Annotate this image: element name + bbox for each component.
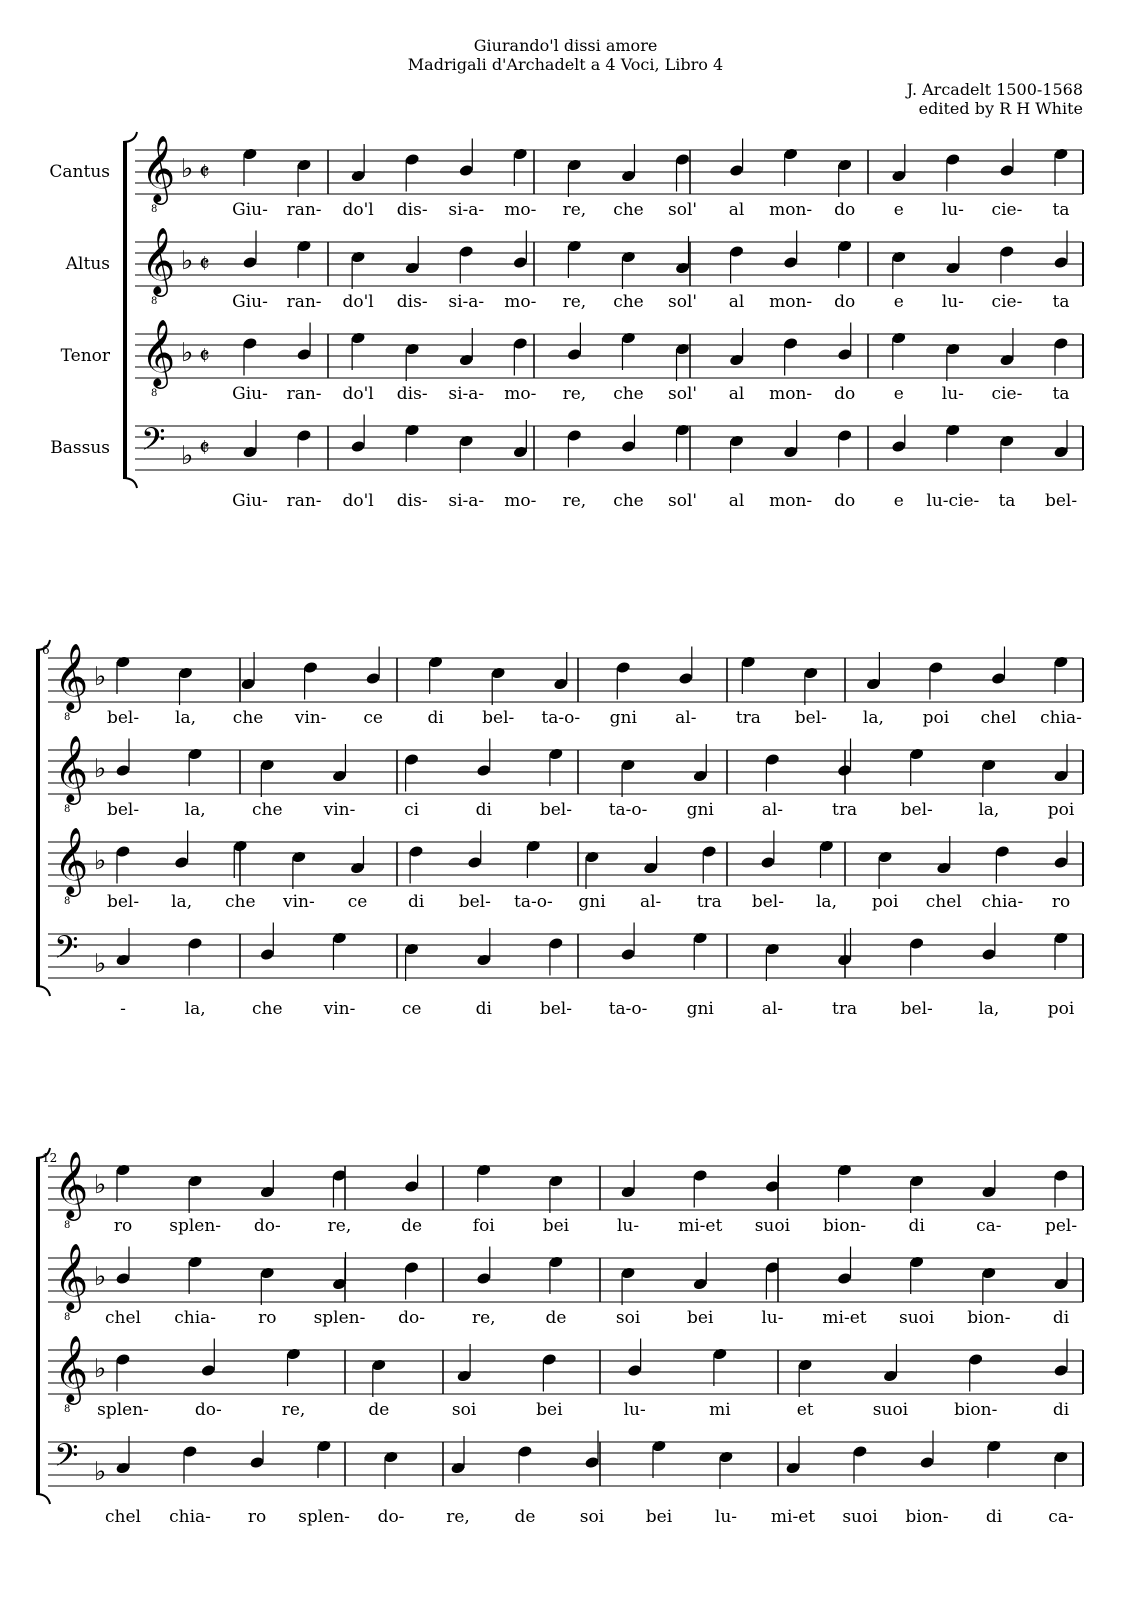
lyric-syllable: bei bbox=[542, 1216, 570, 1236]
lyric-syllable: ci bbox=[404, 800, 420, 820]
lyric-syllable: suoi bbox=[872, 1400, 909, 1420]
lyric-syllable: e bbox=[893, 384, 904, 404]
lyric-syllable: mi-et bbox=[678, 1216, 723, 1236]
measure-number: 12 bbox=[42, 1151, 58, 1165]
lyric-syllable: ca- bbox=[1048, 1507, 1074, 1527]
lyric-syllable: lu- bbox=[714, 1507, 738, 1527]
lyric-syllable: la, bbox=[184, 999, 206, 1019]
lyrics-bassus bbox=[232, 491, 1077, 511]
octave-mark: 8 bbox=[151, 388, 158, 399]
cut-time-icon: 𝄵 bbox=[199, 342, 210, 370]
flat-icon: ♭ bbox=[94, 1457, 107, 1487]
lyric-syllable: che bbox=[613, 292, 644, 312]
lyric-syllable: bel- bbox=[794, 708, 827, 728]
lyric-syllable: mon- bbox=[769, 200, 813, 220]
lyric-syllable: pel- bbox=[1044, 1216, 1078, 1236]
lyric-syllable: bel- bbox=[482, 708, 515, 728]
system-3 bbox=[36, 1148, 1083, 1527]
lyric-syllable: bel- bbox=[751, 892, 784, 912]
lyric-syllable: di bbox=[908, 1216, 925, 1236]
lyric-syllable: bel- bbox=[106, 892, 140, 912]
lyric-syllable: che bbox=[252, 999, 283, 1019]
lyric-syllable: - bbox=[120, 999, 126, 1019]
lyric-syllable: dis- bbox=[396, 200, 428, 220]
treble-clef-icon: 𝄞 bbox=[54, 1242, 89, 1310]
lyric-syllable: de bbox=[545, 1308, 567, 1328]
treble-clef-icon: 𝄞 bbox=[141, 318, 176, 386]
lyric-syllable: che bbox=[613, 491, 644, 511]
lyric-syllable: si-a- bbox=[448, 292, 485, 312]
lyric-syllable: vin- bbox=[323, 999, 356, 1019]
lyric-syllable: vin- bbox=[323, 800, 356, 820]
lyric-syllable: mo- bbox=[504, 292, 537, 312]
lyric-syllable: de bbox=[368, 1400, 390, 1420]
lyric-syllable: mon- bbox=[769, 491, 813, 511]
lyric-syllable: do'l bbox=[342, 200, 374, 220]
lyric-syllable: dis- bbox=[396, 491, 428, 511]
lyric-syllable: dis- bbox=[396, 292, 428, 312]
collection-subtitle: Madrigali d'Archadelt a 4 Voci, Libro 4 bbox=[407, 55, 724, 74]
lyric-syllable: chia- bbox=[1040, 708, 1082, 728]
lyric-syllable: gni bbox=[578, 892, 606, 912]
octave-mark: 8 bbox=[151, 204, 158, 215]
lyric-syllable: do bbox=[834, 292, 856, 312]
lyric-syllable: mi-et bbox=[770, 1507, 816, 1527]
lyric-syllable: Giu- bbox=[232, 491, 268, 511]
lyric-syllable: gni bbox=[686, 999, 714, 1019]
lyric-syllable: mon- bbox=[769, 384, 813, 404]
lyric-syllable: bel- bbox=[900, 999, 933, 1019]
flat-icon: ♭ bbox=[94, 949, 107, 979]
lyric-syllable: soi bbox=[579, 1507, 605, 1527]
lyric-syllable: ta bbox=[1052, 384, 1070, 404]
lyric-syllable: do'l bbox=[342, 491, 374, 511]
lyric-syllable: do bbox=[834, 384, 856, 404]
lyric-syllable: ta bbox=[998, 491, 1016, 511]
lyric-syllable: poi bbox=[1047, 999, 1075, 1019]
lyric-syllable: do- bbox=[194, 1400, 222, 1420]
lyric-syllable: do bbox=[834, 491, 856, 511]
lyric-syllable: chel bbox=[105, 1507, 141, 1527]
lyric-syllable: mi bbox=[709, 1400, 731, 1420]
staff-cantus bbox=[48, 1150, 1083, 1236]
lyric-syllable: re, bbox=[562, 384, 587, 404]
staff-bassus bbox=[50, 415, 1083, 512]
staff-altus bbox=[48, 734, 1083, 820]
lyrics-altus bbox=[107, 800, 1075, 820]
lyrics-bassus bbox=[120, 999, 1075, 1019]
lyric-syllable: ro bbox=[258, 1308, 277, 1328]
lyric-syllable: al- bbox=[639, 892, 662, 912]
lyric-syllable: mo- bbox=[504, 200, 537, 220]
lyric-syllable: suoi bbox=[842, 1507, 878, 1527]
lyric-syllable: ta-o- bbox=[608, 800, 648, 820]
staff-altus bbox=[48, 1242, 1083, 1328]
lyric-syllable: re, bbox=[471, 1308, 496, 1328]
measure-number: 6 bbox=[42, 643, 50, 657]
lyric-syllable: di bbox=[475, 800, 492, 820]
lyric-syllable: bei bbox=[645, 1507, 673, 1527]
bracket-bottom bbox=[36, 1494, 50, 1504]
lyric-syllable: tra bbox=[831, 999, 858, 1019]
instrument-name: Bassus bbox=[50, 438, 110, 458]
lyrics-tenor bbox=[97, 1400, 1070, 1420]
flat-icon: ♭ bbox=[181, 338, 194, 368]
composer-credit: J. Arcadelt 1500-1568 bbox=[906, 80, 1083, 99]
staff-tenor bbox=[48, 1334, 1083, 1420]
treble-clef-icon: 𝄞 bbox=[141, 134, 176, 202]
lyric-syllable: re, bbox=[562, 200, 587, 220]
lyric-syllable: ran- bbox=[286, 491, 322, 511]
lyric-syllable: si-a- bbox=[448, 200, 485, 220]
lyric-syllable: ce bbox=[401, 999, 422, 1019]
lyric-syllable: ro bbox=[113, 1216, 133, 1236]
lyric-syllable: al bbox=[728, 292, 745, 312]
lyric-syllable: do'l bbox=[342, 292, 374, 312]
bass-clef-icon: 𝄢 bbox=[141, 421, 166, 465]
lyric-syllable: di bbox=[475, 999, 492, 1019]
lyric-syllable: tra bbox=[696, 892, 722, 912]
lyric-syllable: splen- bbox=[298, 1507, 350, 1527]
system-2 bbox=[36, 640, 1083, 1019]
lyric-syllable: do- bbox=[253, 1216, 281, 1236]
lyric-syllable: gni bbox=[686, 800, 714, 820]
flat-icon: ♭ bbox=[181, 246, 194, 276]
lyric-syllable: e bbox=[893, 200, 904, 220]
system-1 bbox=[49, 132, 1083, 511]
octave-mark: 8 bbox=[64, 804, 71, 815]
bass-clef-icon: 𝄢 bbox=[54, 929, 79, 973]
flat-icon: ♭ bbox=[181, 441, 194, 471]
lyric-syllable: de bbox=[401, 1216, 423, 1236]
octave-mark: 8 bbox=[64, 712, 71, 723]
staff-bassus bbox=[48, 923, 1083, 1020]
lyric-syllable: re, bbox=[327, 1216, 352, 1236]
lyric-syllable: al- bbox=[675, 708, 697, 728]
lyric-syllable: soi bbox=[615, 1308, 641, 1328]
lyrics-altus bbox=[232, 292, 1069, 312]
octave-mark: 8 bbox=[64, 1404, 71, 1415]
lyric-syllable: lu-cie- bbox=[926, 491, 980, 511]
lyric-syllable: ran- bbox=[286, 384, 322, 404]
lyric-syllable: che bbox=[613, 384, 644, 404]
lyric-syllable: che bbox=[252, 800, 283, 820]
lyric-syllable: ta-o- bbox=[608, 999, 648, 1019]
lyric-syllable: poi bbox=[871, 892, 899, 912]
lyric-syllable: ta bbox=[1052, 292, 1070, 312]
lyric-syllable: dis- bbox=[396, 384, 428, 404]
lyric-syllable: che bbox=[613, 200, 644, 220]
treble-clef-icon: 𝄞 bbox=[54, 826, 89, 894]
lyrics-tenor bbox=[107, 892, 1070, 912]
lyric-syllable: tra bbox=[735, 708, 761, 728]
lyric-syllable: lu- bbox=[623, 1400, 646, 1420]
lyric-syllable: lu- bbox=[761, 1308, 784, 1328]
lyric-syllable: sol' bbox=[667, 200, 698, 220]
lyric-syllable: ta bbox=[1052, 200, 1070, 220]
lyric-syllable: al- bbox=[761, 999, 784, 1019]
treble-clef-icon: 𝄞 bbox=[54, 734, 89, 802]
lyric-syllable: bel- bbox=[900, 800, 933, 820]
lyric-syllable: re, bbox=[562, 491, 587, 511]
lyric-syllable: bel- bbox=[458, 892, 491, 912]
lyric-syllable: re, bbox=[562, 292, 587, 312]
lyric-syllable: poi bbox=[1047, 800, 1075, 820]
lyric-syllable: poi bbox=[922, 708, 950, 728]
lyric-syllable: al bbox=[728, 384, 745, 404]
lyric-syllable: la, bbox=[978, 800, 1000, 820]
staff-bassus bbox=[48, 1431, 1083, 1528]
lyric-syllable: vin- bbox=[283, 892, 315, 912]
lyric-syllable: al- bbox=[761, 800, 784, 820]
lyric-syllable: di bbox=[1052, 1400, 1070, 1420]
lyric-syllable: vin- bbox=[294, 708, 327, 728]
lyric-syllable: e bbox=[893, 491, 904, 511]
bracket-bottom bbox=[123, 478, 137, 488]
cut-time-icon: 𝄵 bbox=[199, 434, 210, 462]
lyrics-altus bbox=[105, 1308, 1070, 1328]
lyric-syllable: cie- bbox=[991, 292, 1023, 312]
lyric-syllable: lu- bbox=[941, 384, 964, 404]
lyric-syllable: ca- bbox=[976, 1216, 1002, 1236]
treble-clef-icon: 𝄞 bbox=[54, 1334, 89, 1402]
lyric-syllable: splen- bbox=[97, 1400, 149, 1420]
lyric-syllable: bel- bbox=[106, 800, 140, 820]
lyric-syllable: suoi bbox=[899, 1308, 935, 1328]
lyric-syllable: di bbox=[985, 1507, 1003, 1527]
lyric-syllable: bel- bbox=[1044, 491, 1078, 511]
lyric-syllable: bei bbox=[536, 1400, 563, 1420]
octave-mark: 8 bbox=[151, 296, 158, 307]
cut-time-icon: 𝄵 bbox=[199, 250, 210, 278]
staff-cantus bbox=[49, 134, 1083, 220]
lyric-syllable: chia- bbox=[169, 1507, 211, 1527]
lyrics-cantus bbox=[232, 200, 1069, 220]
lyric-syllable: lu- bbox=[941, 292, 964, 312]
lyric-syllable: bel- bbox=[539, 800, 572, 820]
lyric-syllable: chel bbox=[105, 1308, 141, 1328]
lyric-syllable: splen- bbox=[313, 1308, 366, 1328]
lyric-syllable: do bbox=[834, 200, 856, 220]
lyric-syllable: lu- bbox=[941, 200, 964, 220]
lyric-syllable: ce bbox=[363, 708, 383, 728]
lyric-syllable: la, bbox=[816, 892, 837, 912]
lyric-syllable: bion- bbox=[954, 1400, 998, 1420]
lyric-syllable: mo- bbox=[504, 384, 537, 404]
lyric-syllable: sol' bbox=[667, 491, 698, 511]
lyrics-bassus bbox=[105, 1507, 1074, 1527]
lyric-syllable: chel bbox=[980, 708, 1017, 728]
flat-icon: ♭ bbox=[94, 662, 107, 692]
lyric-syllable: sol' bbox=[667, 292, 698, 312]
lyric-syllable: si-a- bbox=[448, 491, 485, 511]
lyric-syllable: de bbox=[514, 1507, 536, 1527]
lyric-syllable: al bbox=[728, 200, 745, 220]
bracket-top bbox=[123, 132, 137, 142]
lyric-syllable: do'l bbox=[342, 384, 374, 404]
lyric-syllable: di bbox=[1052, 1308, 1070, 1328]
lyrics-tenor bbox=[232, 384, 1069, 404]
lyric-syllable: si-a- bbox=[448, 384, 485, 404]
lyric-syllable: re, bbox=[446, 1507, 470, 1527]
lyric-syllable: mi-et bbox=[822, 1308, 867, 1328]
treble-clef-icon: 𝄞 bbox=[54, 642, 89, 710]
lyric-syllable: la, bbox=[978, 999, 1000, 1019]
lyrics-cantus bbox=[107, 708, 1082, 728]
lyric-syllable: Giu- bbox=[232, 384, 268, 404]
lyric-syllable: e bbox=[893, 292, 904, 312]
editor-credit: edited by R H White bbox=[918, 99, 1083, 118]
flat-icon: ♭ bbox=[94, 754, 107, 784]
treble-clef-icon: 𝄞 bbox=[141, 226, 176, 294]
lyric-syllable: mon- bbox=[769, 292, 813, 312]
staff-cantus bbox=[48, 642, 1083, 728]
lyric-syllable: splen- bbox=[169, 1216, 222, 1236]
lyric-syllable: la, bbox=[184, 800, 206, 820]
lyric-syllable: gni bbox=[609, 708, 637, 728]
lyric-syllable: re, bbox=[281, 1400, 306, 1420]
lyric-syllable: Giu- bbox=[232, 200, 268, 220]
lyric-syllable: ran- bbox=[286, 292, 322, 312]
lyric-syllable: sol' bbox=[667, 384, 698, 404]
lyric-syllable: di bbox=[427, 708, 444, 728]
octave-mark: 8 bbox=[64, 896, 71, 907]
lyric-syllable: ta-o- bbox=[541, 708, 581, 728]
flat-icon: ♭ bbox=[94, 1170, 107, 1200]
treble-clef-icon: 𝄞 bbox=[54, 1150, 89, 1218]
lyric-syllable: cie- bbox=[991, 200, 1023, 220]
staff-tenor bbox=[48, 826, 1083, 912]
lyric-syllable: bel- bbox=[539, 999, 572, 1019]
flat-icon: ♭ bbox=[181, 154, 194, 184]
lyric-syllable: al bbox=[728, 491, 745, 511]
lyric-syllable: Giu- bbox=[232, 292, 268, 312]
instrument-name: Tenor bbox=[60, 346, 110, 366]
lyric-syllable: foi bbox=[472, 1216, 495, 1236]
bass-clef-icon: 𝄢 bbox=[54, 1437, 79, 1481]
lyrics-cantus bbox=[114, 1216, 1077, 1236]
lyric-syllable: ro bbox=[247, 1507, 267, 1527]
lyric-syllable: la, bbox=[171, 892, 193, 912]
octave-mark: 8 bbox=[64, 1312, 71, 1323]
instrument-name: Altus bbox=[65, 254, 110, 274]
lyric-syllable: bion- bbox=[822, 1216, 867, 1236]
lyric-syllable: mo- bbox=[504, 491, 537, 511]
lyric-syllable: di bbox=[407, 892, 425, 912]
staff-altus bbox=[65, 226, 1083, 312]
flat-icon: ♭ bbox=[94, 1354, 107, 1384]
lyric-syllable: la, bbox=[862, 708, 884, 728]
lyric-syllable: che bbox=[224, 892, 256, 912]
lyric-syllable: ro bbox=[1051, 892, 1071, 912]
flat-icon: ♭ bbox=[94, 846, 107, 876]
flat-icon: ♭ bbox=[94, 1262, 107, 1292]
lyric-syllable: chel bbox=[925, 892, 962, 912]
lyric-syllable: do- bbox=[398, 1308, 426, 1328]
lyric-syllable: che bbox=[232, 708, 264, 728]
lyric-syllable: ce bbox=[347, 892, 368, 912]
lyric-syllable: bel- bbox=[106, 708, 140, 728]
lyric-syllable: chia- bbox=[981, 892, 1024, 912]
lyric-syllable: ta-o- bbox=[514, 892, 553, 912]
lyric-syllable: soi bbox=[451, 1400, 477, 1420]
octave-mark: 8 bbox=[64, 1220, 71, 1231]
lyric-syllable: la, bbox=[175, 708, 197, 728]
lyric-syllable: ran- bbox=[286, 200, 322, 220]
instrument-name: Cantus bbox=[49, 162, 110, 182]
cut-time-icon: 𝄵 bbox=[199, 158, 210, 186]
piece-title: Giurando'l dissi amore bbox=[473, 36, 658, 55]
lyric-syllable: bion- bbox=[905, 1507, 949, 1527]
lyric-syllable: bion- bbox=[967, 1308, 1011, 1328]
lyric-syllable: et bbox=[796, 1400, 814, 1420]
lyric-syllable: cie- bbox=[991, 384, 1023, 404]
lyric-syllable: tra bbox=[831, 800, 858, 820]
lyric-syllable: do- bbox=[377, 1507, 405, 1527]
staff-tenor bbox=[61, 318, 1083, 404]
lyric-syllable: suoi bbox=[754, 1216, 791, 1236]
bracket-bottom bbox=[36, 986, 50, 996]
lyric-syllable: chia- bbox=[174, 1308, 217, 1328]
lyric-syllable: bei bbox=[687, 1308, 714, 1328]
lyric-syllable: lu- bbox=[617, 1216, 640, 1236]
